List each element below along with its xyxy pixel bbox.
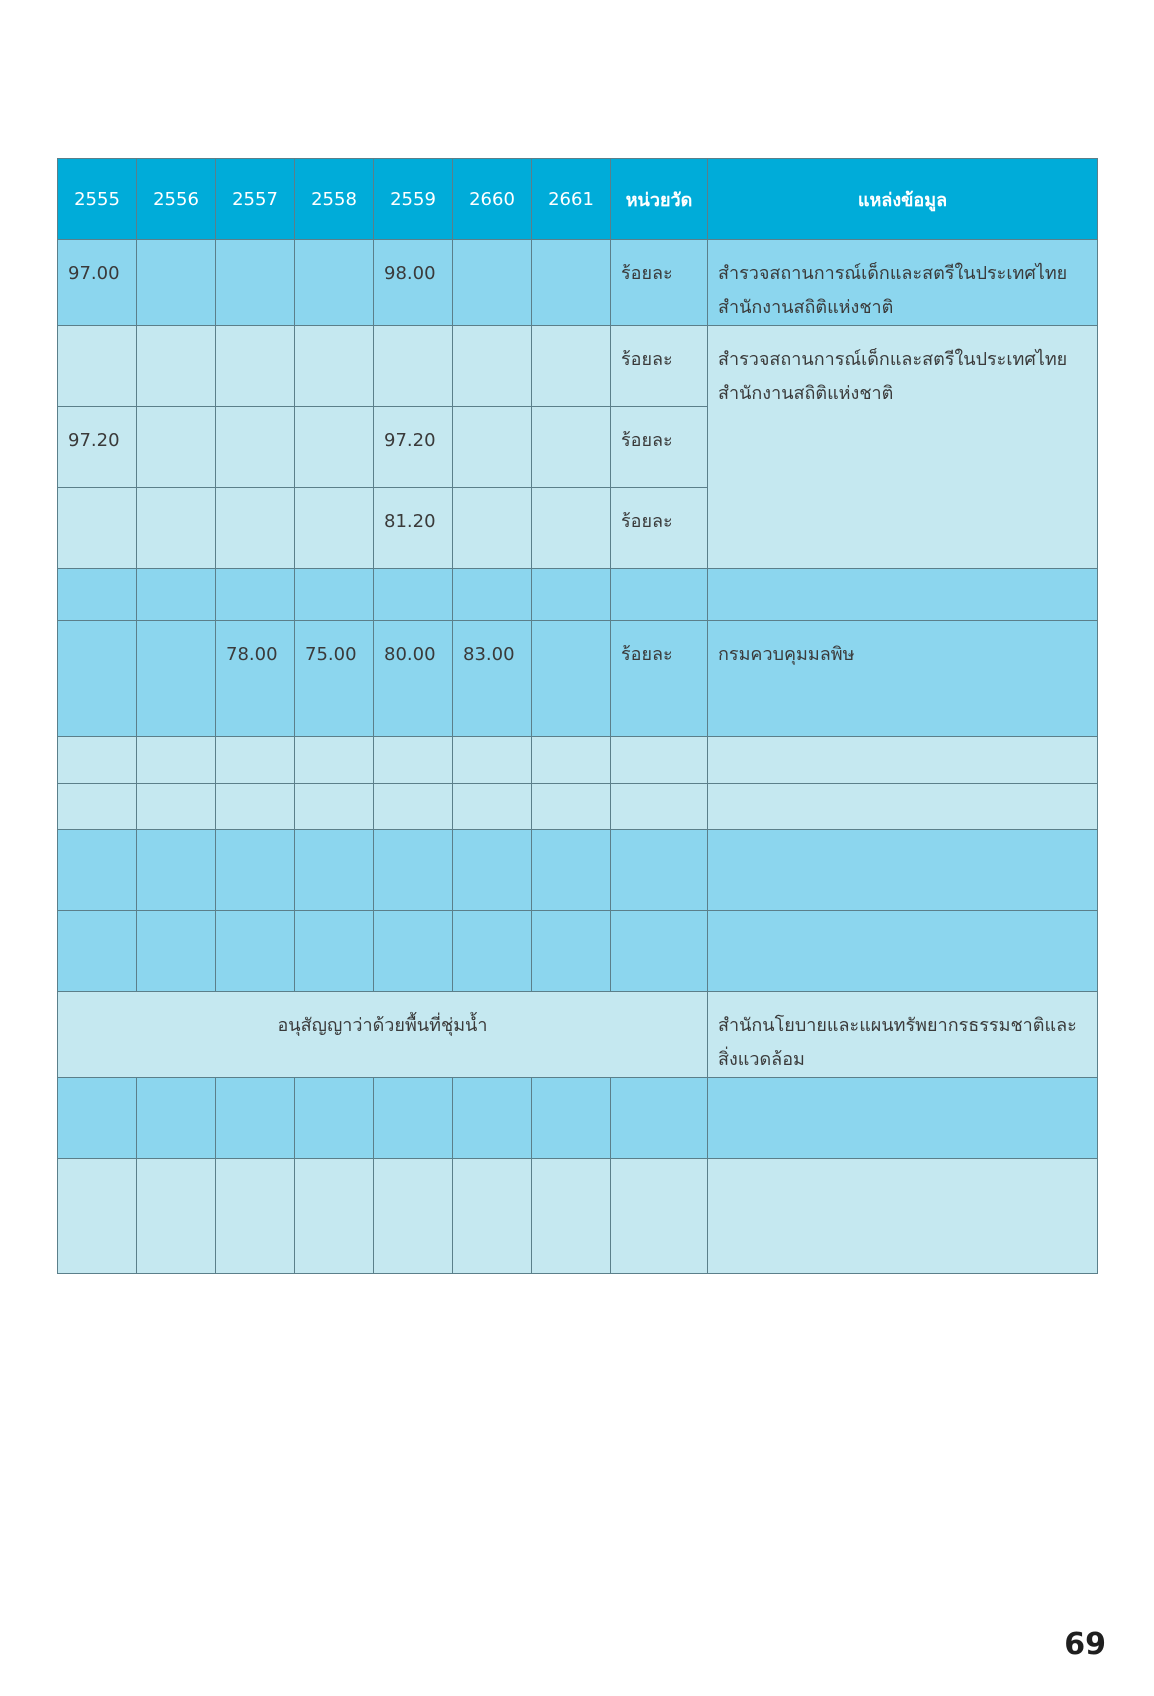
table-cell <box>295 488 374 569</box>
header-year-2557: 2557 <box>216 159 295 240</box>
table-row <box>58 240 1098 326</box>
table-cell <box>453 1078 532 1159</box>
table-cell <box>58 830 137 911</box>
table-cell <box>137 737 216 784</box>
table-row <box>58 911 1098 992</box>
table-row <box>58 830 1098 911</box>
table-cell <box>137 569 216 621</box>
table-cell <box>453 737 532 784</box>
table-cell <box>374 830 453 911</box>
table-cell <box>216 621 295 737</box>
table-row <box>58 737 1098 784</box>
table-cell <box>532 621 611 737</box>
table-cell <box>453 830 532 911</box>
header-year-2660: 2660 <box>453 159 532 240</box>
table-cell <box>295 830 374 911</box>
table-cell <box>137 240 216 326</box>
table-cell <box>216 488 295 569</box>
table-cell <box>58 569 137 621</box>
table-cell <box>137 784 216 830</box>
cell-value: 75.00 <box>305 644 357 665</box>
table-cell <box>532 737 611 784</box>
cell-unit: ร้อยละ <box>621 349 673 370</box>
cell-value: 97.20 <box>384 430 436 451</box>
table-cell <box>58 326 137 407</box>
table-cell <box>58 1078 137 1159</box>
table-cell <box>611 240 708 326</box>
table-cell <box>611 407 708 488</box>
table-cell <box>708 911 1098 992</box>
table-cell <box>374 407 453 488</box>
table-cell <box>137 911 216 992</box>
table-cell <box>453 621 532 737</box>
table-cell <box>374 911 453 992</box>
cell-unit: ร้อยละ <box>621 511 673 532</box>
table-row <box>58 569 1098 621</box>
cell-value: 97.20 <box>68 430 120 451</box>
table-cell <box>58 992 708 1078</box>
table-cell <box>532 911 611 992</box>
table-cell <box>532 784 611 830</box>
table-cell <box>708 326 1098 569</box>
table-cell <box>532 569 611 621</box>
header-year-2661: 2661 <box>532 159 611 240</box>
table-cell <box>532 830 611 911</box>
table-cell <box>137 326 216 407</box>
table-cell <box>374 784 453 830</box>
cell-unit: ร้อยละ <box>621 430 673 451</box>
table-cell <box>295 407 374 488</box>
table-cell <box>137 830 216 911</box>
table-cell <box>453 407 532 488</box>
table-cell <box>295 621 374 737</box>
cell-source: สำรวจสถานการณ์เด็กและสตรีในประเทศไทย สำนักงานสถิติแห่งชาติ <box>718 349 1068 404</box>
table-cell <box>216 737 295 784</box>
table-cell <box>295 1159 374 1274</box>
table-cell <box>374 488 453 569</box>
table-row <box>58 784 1098 830</box>
table-cell <box>137 1078 216 1159</box>
table-cell <box>58 240 137 326</box>
table-cell <box>216 1078 295 1159</box>
table-cell <box>708 1078 1098 1159</box>
table-cell <box>295 569 374 621</box>
table-cell <box>58 911 137 992</box>
table-cell <box>216 830 295 911</box>
table-cell <box>137 407 216 488</box>
table-cell <box>137 488 216 569</box>
table-cell <box>611 569 708 621</box>
cell-value: 80.00 <box>384 644 436 665</box>
table-cell <box>295 240 374 326</box>
table-cell <box>708 621 1098 737</box>
table-cell <box>216 407 295 488</box>
table-cell <box>58 784 137 830</box>
cell-source: สำรวจสถานการณ์เด็กและสตรีในประเทศไทย สำนักงานสถิติแห่งชาติ <box>718 263 1068 318</box>
table-cell <box>453 240 532 326</box>
table-cell <box>611 911 708 992</box>
table-cell <box>611 488 708 569</box>
header-year-2555: 2555 <box>58 159 137 240</box>
table-cell <box>58 737 137 784</box>
table-cell <box>611 784 708 830</box>
table-cell <box>708 1159 1098 1274</box>
table-cell <box>374 1078 453 1159</box>
table-cell <box>453 784 532 830</box>
table-cell <box>58 1159 137 1274</box>
header-unit: หน่วยวัด <box>611 159 708 240</box>
table-cell <box>611 326 708 407</box>
cell-value: 97.00 <box>68 263 120 284</box>
cell-source: กรมควบคุมมลพิษ <box>718 644 855 665</box>
table-cell <box>216 240 295 326</box>
table-cell <box>295 326 374 407</box>
table-cell <box>708 737 1098 784</box>
table-cell <box>216 326 295 407</box>
cell-source: สำนักนโยบายและแผนทรัพยากรธรรมชาติและสิ่งแวดล้อม <box>718 1015 1077 1070</box>
table-cell <box>374 1159 453 1274</box>
table-cell <box>137 621 216 737</box>
table-cell <box>532 240 611 326</box>
table-cell <box>374 621 453 737</box>
table-cell <box>708 240 1098 326</box>
cell-value: 98.00 <box>384 263 436 284</box>
table-cell <box>611 830 708 911</box>
table-row <box>58 1159 1098 1274</box>
cell-unit: ร้อยละ <box>621 263 673 284</box>
table-row <box>58 621 1098 737</box>
table-cell <box>453 1159 532 1274</box>
header-year-2556: 2556 <box>137 159 216 240</box>
cell-unit: ร้อยละ <box>621 644 673 665</box>
table-cell <box>374 326 453 407</box>
table-cell <box>453 911 532 992</box>
table-cell <box>58 488 137 569</box>
table-cell <box>295 737 374 784</box>
table-cell <box>453 326 532 407</box>
table-cell <box>58 621 137 737</box>
table-cell <box>295 911 374 992</box>
cell-merged-text: อนุสัญญาว่าด้วยพื้นที่ชุ่มน้ำ <box>277 1015 488 1036</box>
cell-value: 83.00 <box>463 644 515 665</box>
table-cell <box>295 1078 374 1159</box>
table-cell <box>137 1159 216 1274</box>
page-number: 69 <box>1064 1627 1106 1662</box>
header-source: แหล่งข้อมูล <box>708 159 1098 240</box>
table-cell <box>611 1078 708 1159</box>
data-table <box>57 158 1098 1274</box>
header-year-2558: 2558 <box>295 159 374 240</box>
table-cell <box>708 830 1098 911</box>
table-cell <box>216 1159 295 1274</box>
table-cell <box>295 784 374 830</box>
table-cell <box>374 569 453 621</box>
table-cell <box>216 911 295 992</box>
cell-value: 78.00 <box>226 644 278 665</box>
table-cell <box>374 737 453 784</box>
table-cell <box>708 784 1098 830</box>
table-cell <box>216 569 295 621</box>
table-cell <box>374 240 453 326</box>
table-row <box>58 326 1098 407</box>
table-cell <box>708 569 1098 621</box>
table-cell <box>611 621 708 737</box>
table-cell <box>532 488 611 569</box>
cell-value: 81.20 <box>384 511 436 532</box>
table-cell <box>532 1078 611 1159</box>
table-cell <box>216 784 295 830</box>
table-row <box>58 1078 1098 1159</box>
table-cell <box>611 1159 708 1274</box>
table-header-row <box>58 159 1098 240</box>
table-cell <box>532 1159 611 1274</box>
table-cell <box>453 569 532 621</box>
table-cell <box>453 488 532 569</box>
table-cell <box>532 326 611 407</box>
table-cell <box>708 992 1098 1078</box>
table-row <box>58 992 1098 1078</box>
table-cell <box>532 407 611 488</box>
table-cell <box>58 407 137 488</box>
table-cell <box>611 737 708 784</box>
header-year-2559: 2559 <box>374 159 453 240</box>
